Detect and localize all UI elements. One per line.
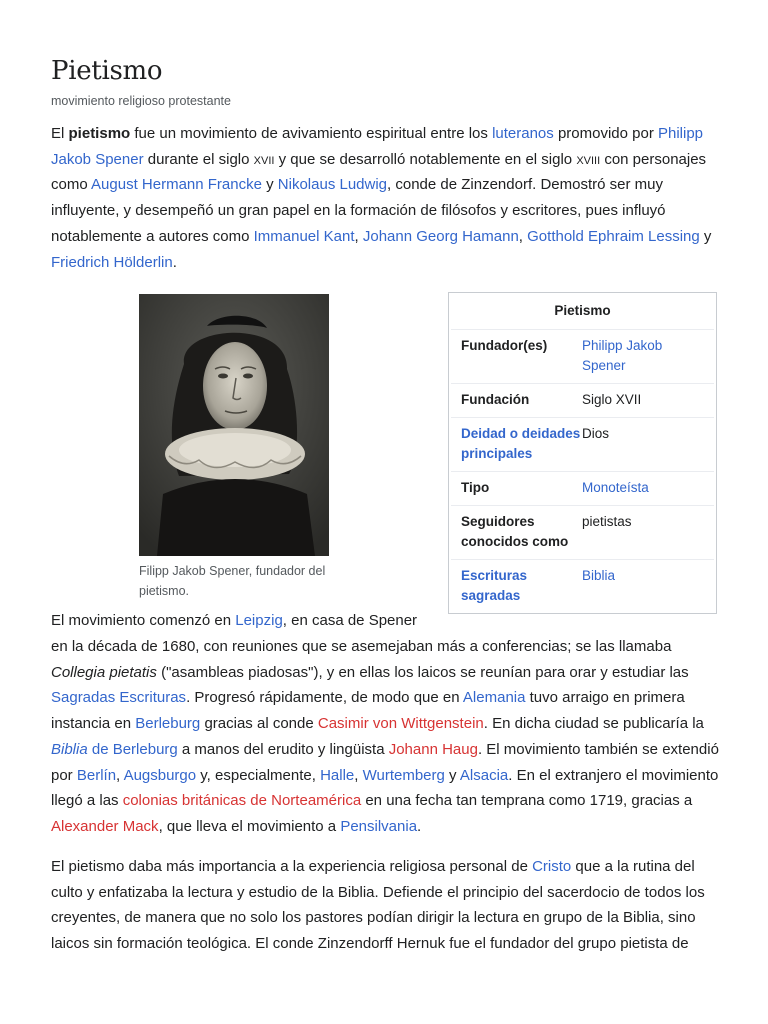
infobox-row-tipo — [451, 472, 714, 506]
infobox-label: Tipo — [461, 480, 490, 495]
page-subtitle: movimiento religioso protestante — [51, 94, 231, 108]
bold-term: pietismo — [68, 125, 131, 142]
redlink-casimir[interactable]: Casimir von Wittgenstein — [317, 715, 484, 733]
link-ludwig[interactable]: Nikolaus Ludwig — [277, 176, 388, 194]
link-luteranos[interactable]: luteranos — [492, 125, 554, 142]
link-alsacia[interactable]: Alsacia — [459, 766, 509, 784]
infobox-value-link[interactable]: Biblia — [582, 568, 616, 583]
infobox-value: Dios — [582, 426, 610, 441]
link-halle[interactable]: Halle — [320, 766, 355, 784]
infobox-label: Seguidores conocidos como — [461, 514, 569, 549]
link-hamann[interactable]: Johann Georg Hamann — [362, 227, 519, 245]
infobox-row-fundador — [451, 330, 714, 384]
infobox-row-escrituras — [451, 560, 714, 613]
link-leipzig[interactable]: Leipzig — [235, 612, 283, 629]
infobox — [448, 292, 717, 614]
history-paragraph: en la década de 1680, con reuniones que se asemejaban más a conferencias; se las llamaba Collegia pietatis ("asambleas piadosas"), y en ellas los laicos se reunían para orar y estudiar las Sagradas Escrituras. Progresó rápidamente, de modo que en Alemania tuvo arraigo en primera instancia en Berleburg gracias al conde Casimir von Wittgenstein. En dicha ciudad se publicaría la Biblia de Berleburg a manos del erudito y lingüista Johann Haug. El movimiento también se extendió por Berlín, Augsburgo y, especialmente, Halle, Wurtemberg y Alsacia. En el extranjero el movimiento llegó a las colonias británicas de Norteamérica en una fecha tan temprana como 1719, gracias a Alexander Mack, que lleva el movimiento a Pensilvania. — [51, 638, 719, 835]
link-augsburgo[interactable]: Augsburgo — [123, 766, 197, 784]
infobox-row-deidad — [451, 418, 714, 472]
link-wurtemberg[interactable]: Wurtemberg — [362, 766, 445, 784]
link-sagradas-escrituras[interactable]: Sagradas Escrituras — [51, 689, 187, 707]
infobox-label: Fundador(es) — [461, 338, 548, 353]
page-title: Pietismo — [51, 56, 163, 86]
infobox-label-link[interactable]: Deidad o deidades principales — [461, 426, 581, 461]
link-kant[interactable]: Immanuel Kant — [253, 227, 355, 245]
infobox-title: Pietismo — [451, 293, 714, 330]
portrait-image[interactable] — [139, 294, 329, 556]
link-lessing[interactable]: Gotthold Ephraim Lessing — [527, 227, 700, 245]
portrait-caption: Filipp Jakob Spener, fundador del pietismo. — [139, 564, 326, 598]
century-18: xviii — [576, 150, 601, 168]
infobox-value: pietistas — [582, 514, 632, 529]
infobox-row-seguidores — [451, 506, 714, 560]
infobox-value-link[interactable]: Monoteísta — [582, 480, 649, 495]
infobox-label-link[interactable]: Escrituras sagradas — [461, 568, 528, 603]
portrait-figure — [139, 294, 329, 601]
doctrine-paragraph: El pietismo daba más importancia a la experiencia religiosa personal de Cristo que a la rutina del culto y enfatizaba la lectura y estudio de la Biblia. Defiende el principio del sacerdocio de todos los creyentes, de manera que no solo los pastores podían dirigir la lectura en grupo de la Biblia, sino laicos sin formación teológica. El conde Zinzendorff Hernuk fue el fundador del grupo pietista de — [51, 858, 705, 953]
link-spener[interactable]: Philipp Jakob Spener — [51, 125, 704, 168]
link-pensilvania[interactable]: Pensilvania — [340, 817, 418, 835]
collegia-term: Collegia pietatis — [51, 663, 157, 681]
redlink-colonias[interactable]: colonias británicas de Norteamérica — [122, 792, 362, 810]
redlink-mack[interactable]: Alexander Mack — [51, 817, 159, 835]
redlink-haug[interactable]: Johann Haug — [388, 740, 478, 758]
history-first-line: El movimiento comenzó en Leipzig, en casa de Spener — [51, 612, 418, 629]
infobox-value-link[interactable]: Philipp Jakob Spener — [582, 338, 663, 373]
infobox-label: Fundación — [461, 392, 530, 407]
link-francke[interactable]: August Hermann Francke — [91, 176, 262, 194]
link-alemania[interactable]: Alemania — [462, 689, 526, 707]
link-berlin[interactable]: Berlín — [76, 766, 117, 784]
link-cristo[interactable]: Cristo — [532, 858, 572, 875]
link-berleburg[interactable]: Berleburg — [135, 715, 201, 733]
infobox-value: Siglo XVII — [582, 392, 642, 407]
infobox-row-fundacion — [451, 384, 714, 418]
century-17: xvii — [253, 150, 275, 168]
intro-paragraph: El pietismo fue un movimiento de avivamiento espiritual entre los luteranos promovido por Philipp Jakob Spener durante el siglo xvii y que se desarrolló notablemente en el siglo xviii con personajes como August Hermann Francke y Nikolaus Ludwig, conde de Zinzendorf. Demostró ser muy influyente, y desempeñó un gran papel en la formación de filósofos y escritores, pues influyó notablemente a autores como Immanuel Kant, Johann Georg Hamann, Gotthold Ephraim Lessing y Friedrich Hölderlin. — [51, 125, 712, 271]
link-holderlin[interactable]: Friedrich Hölderlin — [51, 253, 173, 271]
link-biblia-berleburg[interactable]: Biblia de Berleburg — [51, 740, 178, 758]
